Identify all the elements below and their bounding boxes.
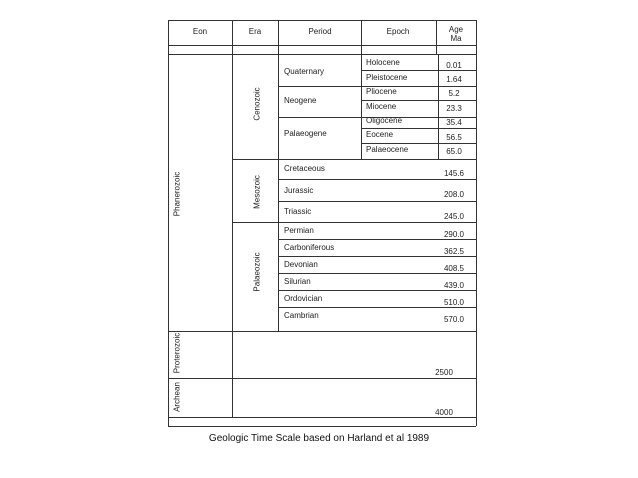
header-epoch: Epoch xyxy=(386,27,410,36)
age-value: 570.0 xyxy=(443,315,465,324)
epoch-label: Palaeocene xyxy=(366,145,409,154)
table-border-left xyxy=(168,20,169,426)
era-label-palaeozoic: Palaeozoic xyxy=(252,252,262,292)
eon-era-divider xyxy=(232,20,233,417)
period-label: Jurassic xyxy=(284,186,314,195)
header-age-unit: Ma xyxy=(450,34,462,43)
period-label: Silurian xyxy=(284,277,311,286)
eon-label-archean: Archean xyxy=(172,382,182,412)
era-label-mesozoic: Mesozoic xyxy=(252,175,262,209)
period-boundary-line xyxy=(278,290,476,291)
period-label: Cretaceous xyxy=(284,164,325,173)
epoch-label: Pleistocene xyxy=(366,73,408,82)
eon-boundary-line xyxy=(168,331,476,332)
age-value: 510.0 xyxy=(443,298,465,307)
eon-label-phanerozoic: Phanerozoic xyxy=(172,171,182,217)
age-value: 362.5 xyxy=(443,247,465,256)
period-label: Triassic xyxy=(284,207,312,216)
header-era: Era xyxy=(248,27,262,36)
period-boundary-line xyxy=(278,201,476,202)
period-boundary-line xyxy=(278,179,476,180)
age-value: 5.2 xyxy=(448,89,460,98)
age-value: 290.0 xyxy=(443,230,465,239)
epoch-label: Holocene xyxy=(366,58,400,67)
age-value: 35.4 xyxy=(446,118,462,127)
spacer-row-line xyxy=(168,54,476,55)
epoch-boundary-line xyxy=(361,143,476,144)
period-label: Quaternary xyxy=(284,67,325,76)
age-value: 245.0 xyxy=(443,212,465,221)
age-value: 65.0 xyxy=(446,147,462,156)
epoch-label: Miocene xyxy=(366,102,397,111)
epoch-age-divider xyxy=(436,20,437,55)
epoch-boundary-line xyxy=(361,128,476,129)
period-boundary-line xyxy=(278,239,476,240)
epoch-label: Pliocene xyxy=(366,87,397,96)
period-label: Permian xyxy=(284,226,314,235)
header-eon: Eon xyxy=(192,27,208,36)
table-border-top xyxy=(168,20,476,21)
era-period-divider xyxy=(278,20,279,331)
table-border-bottom xyxy=(168,426,476,427)
age-value: 0.01 xyxy=(446,61,462,70)
era-boundary-line xyxy=(232,222,476,223)
header-bottom-line xyxy=(168,45,476,46)
era-label-cenozoic: Cenozoic xyxy=(252,87,262,121)
era-boundary-line xyxy=(232,159,476,160)
period-label: Palaeogene xyxy=(284,129,327,138)
eon-boundary-line xyxy=(168,417,476,418)
period-boundary-line xyxy=(278,256,476,257)
age-value: 2500 xyxy=(435,368,453,377)
header-age: Age xyxy=(448,25,464,34)
age-value: 145.6 xyxy=(443,169,465,178)
epoch-boundary-line xyxy=(361,70,476,71)
period-label: Carboniferous xyxy=(284,243,335,252)
epoch-label: Eocene xyxy=(366,130,394,139)
period-label: Neogene xyxy=(284,96,317,105)
eon-label-proterozoic: Proterozoic xyxy=(172,332,182,374)
age-value: 408.5 xyxy=(443,264,465,273)
age-value: 23.3 xyxy=(446,104,462,113)
table-border-right xyxy=(476,20,477,426)
header-period: Period xyxy=(308,27,332,36)
age-value: 56.5 xyxy=(446,133,462,142)
period-label: Devonian xyxy=(284,260,318,269)
age-value: 1.64 xyxy=(446,75,462,84)
period-label: Cambrian xyxy=(284,311,319,320)
eon-boundary-line xyxy=(168,378,476,379)
figure-caption: Geologic Time Scale based on Harland et al 1989 xyxy=(208,433,430,444)
epoch-boundary-line xyxy=(361,100,476,101)
period-label: Ordovician xyxy=(284,294,323,303)
age-value: 208.0 xyxy=(443,190,465,199)
epoch-label: Oligocene xyxy=(366,116,403,125)
age-value: 4000 xyxy=(435,408,453,417)
age-value: 439.0 xyxy=(443,281,465,290)
period-epoch-divider xyxy=(361,20,362,55)
period-boundary-line xyxy=(278,273,476,274)
period-boundary-line xyxy=(278,307,476,308)
